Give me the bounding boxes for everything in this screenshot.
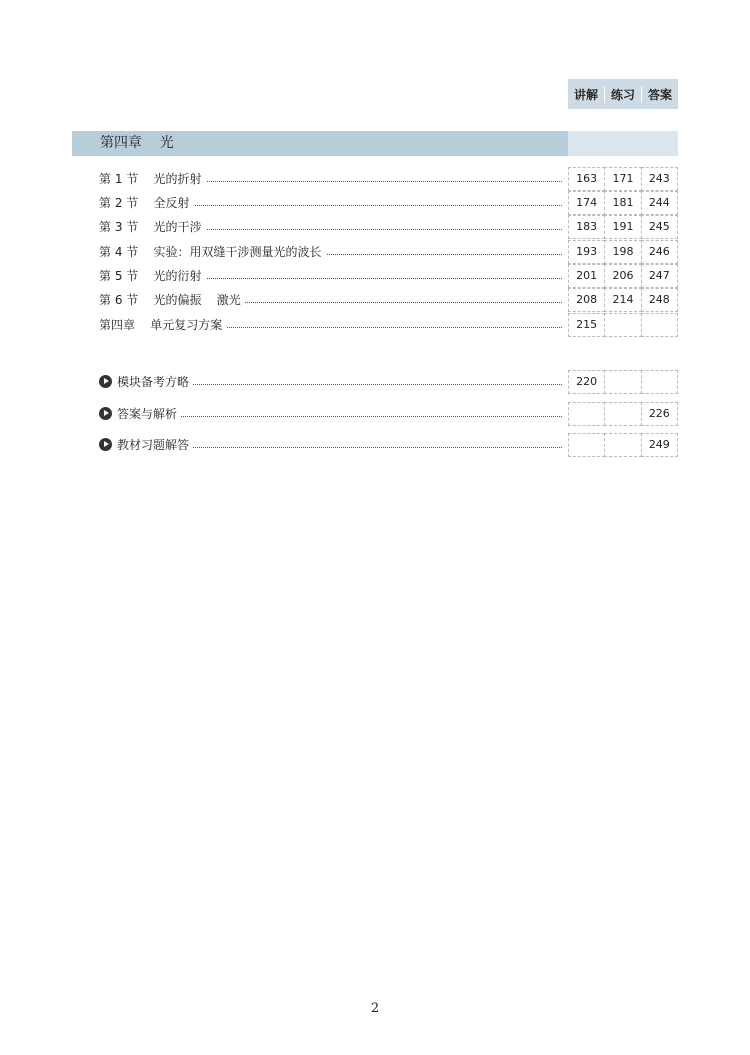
chapter-title: 第四章 光 [100,135,174,151]
toc-entry[interactable] [99,215,678,239]
page-lecture: 220 [568,370,605,394]
page-answers: 246 [641,240,678,264]
column-header [568,79,678,109]
page-practice [604,313,641,337]
toc-entry-label[interactable]: 第 3 节 光的干涉 [99,215,206,239]
toc-entry-label[interactable]: 第 6 节 光的偏振 激光 [99,288,245,312]
page-practice: 206 [604,264,641,288]
page-answers: 243 [641,167,678,191]
page-answers: 226 [641,402,678,426]
toc-entry-label[interactable]: 第 4 节 实验：用双缝干涉测量光的波长 [99,240,326,264]
toc-entry-label[interactable]: 第四章 单元复习方案 [99,313,226,337]
page-practice [604,370,641,394]
page-lecture [568,433,605,457]
page-lecture: 163 [568,167,605,191]
column-header-practice: 练习 [604,86,641,103]
page-answers [641,313,678,337]
play-bullet-icon [99,407,112,420]
page-lecture [568,402,605,426]
toc-entry[interactable] [99,264,678,288]
column-header-answers: 答案 [641,86,678,103]
page-lecture: 193 [568,240,605,264]
page-practice: 214 [604,288,641,312]
page-practice [604,402,641,426]
toc-entry[interactable] [99,240,678,264]
toc-entry-label[interactable]: 第 5 节 光的衍射 [99,264,206,288]
toc-entry[interactable] [99,313,678,337]
page-practice: 191 [604,215,641,239]
page-answers: 244 [641,191,678,215]
page-practice: 181 [604,191,641,215]
page-answers [641,370,678,394]
page-lecture: 183 [568,215,605,239]
page-answers: 249 [641,433,678,457]
toc-module-entry[interactable] [99,433,678,457]
toc-entry[interactable] [99,167,678,191]
column-header-lecture: 讲解 [573,87,598,102]
toc-entry-label[interactable]: 模块备考方略 [99,370,193,394]
page-lecture: 201 [568,264,605,288]
page-answers: 245 [641,215,678,239]
page-lecture: 174 [568,191,605,215]
toc-entry[interactable] [99,191,678,215]
chapter-heading [72,131,678,156]
toc-entry-label[interactable]: 第 1 节 光的折射 [99,167,206,191]
toc-entry[interactable] [99,288,678,312]
page-practice: 171 [604,167,641,191]
page-answers: 247 [641,264,678,288]
page-number: 2 [370,1001,380,1016]
play-bullet-icon [99,375,112,388]
toc-entry-label[interactable]: 教材习题解答 [99,433,193,457]
play-bullet-icon [99,438,112,451]
page-lecture: 215 [568,313,605,337]
toc-entry-label[interactable]: 第 2 节 全反射 [99,191,194,215]
page-answers: 248 [641,288,678,312]
page-practice [604,433,641,457]
toc-entry-label[interactable]: 答案与解析 [99,402,181,426]
page-lecture: 208 [568,288,605,312]
toc-module-entry[interactable] [99,402,678,426]
page-practice: 198 [604,240,641,264]
toc-module-entry[interactable] [99,370,678,394]
